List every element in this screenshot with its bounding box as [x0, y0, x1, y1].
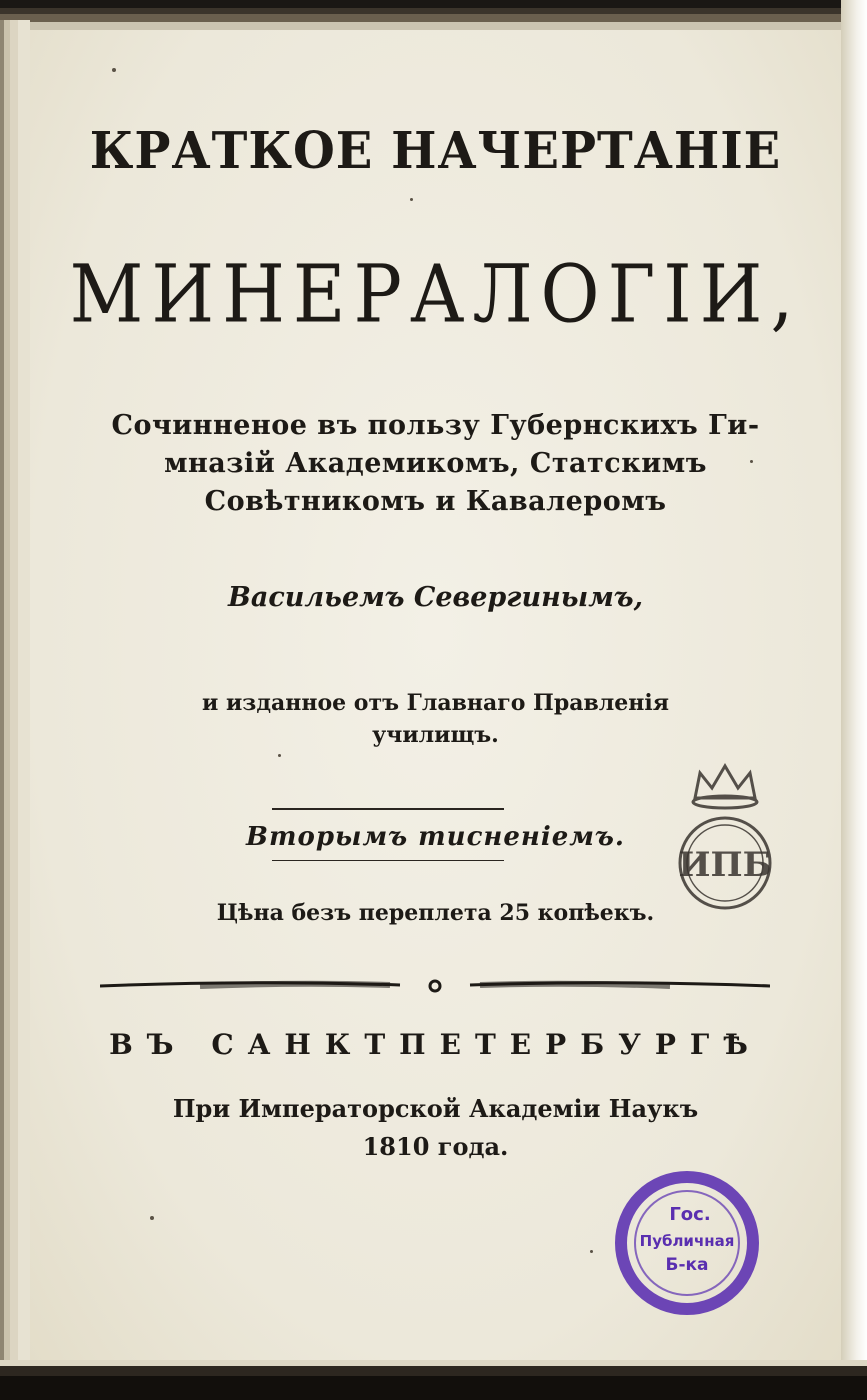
paper-speck	[150, 1216, 154, 1220]
author-name: Васильемъ Севергинымъ,	[228, 582, 643, 613]
paper-speck	[278, 754, 281, 757]
svg-text:ИПБ: ИПБ	[678, 845, 772, 885]
subtitle-line-1: Сочинненое въ пользу Губернскихъ Ги-	[111, 410, 760, 441]
title-page	[30, 30, 841, 1360]
svg-text:Публичная: Публичная	[639, 1232, 735, 1250]
svg-text:Б-ка: Б-ка	[665, 1255, 709, 1275]
binding-edge	[0, 20, 30, 1370]
imprint-city: ВЪ САНКТПЕТЕРБУРГѢ	[109, 1028, 762, 1061]
svg-text:Гос.: Гос.	[669, 1204, 711, 1225]
top-rule	[272, 808, 504, 810]
public-library-stamp	[612, 1168, 762, 1318]
ornamental-divider	[100, 976, 770, 996]
imprint-printer: При Императорской Академіи Наукъ	[172, 1094, 699, 1123]
crown-library-stamp	[670, 758, 780, 918]
bottom-rule	[272, 860, 504, 861]
edition-line-1: и изданное отъ Главнаго Правленія	[202, 690, 669, 716]
title-line-2: МИНЕРАЛОГІИ,	[69, 248, 802, 341]
second-printing-note: Вторымъ тисненіемъ.	[246, 822, 625, 852]
subtitle-line-2: мназій Академикомъ, Статскимъ	[164, 448, 707, 479]
paper-speck	[112, 68, 116, 72]
imprint-year: 1810 года.	[362, 1132, 509, 1161]
edition-line-2: училищъ.	[372, 722, 499, 748]
bottom-page-edge	[0, 1360, 867, 1400]
right-page-edge	[841, 0, 867, 1400]
subtitle-line-3: Совѣтникомъ и Кавалеромъ	[204, 486, 667, 517]
paper-speck	[410, 198, 413, 201]
top-page-edge	[0, 0, 867, 30]
paper-speck	[590, 1250, 593, 1253]
price-line: Цѣна безъ переплета 25 копѣекъ.	[216, 900, 655, 926]
title-line-1: КРАТКОЕ НАЧЕРТАНІЕ	[89, 122, 782, 181]
